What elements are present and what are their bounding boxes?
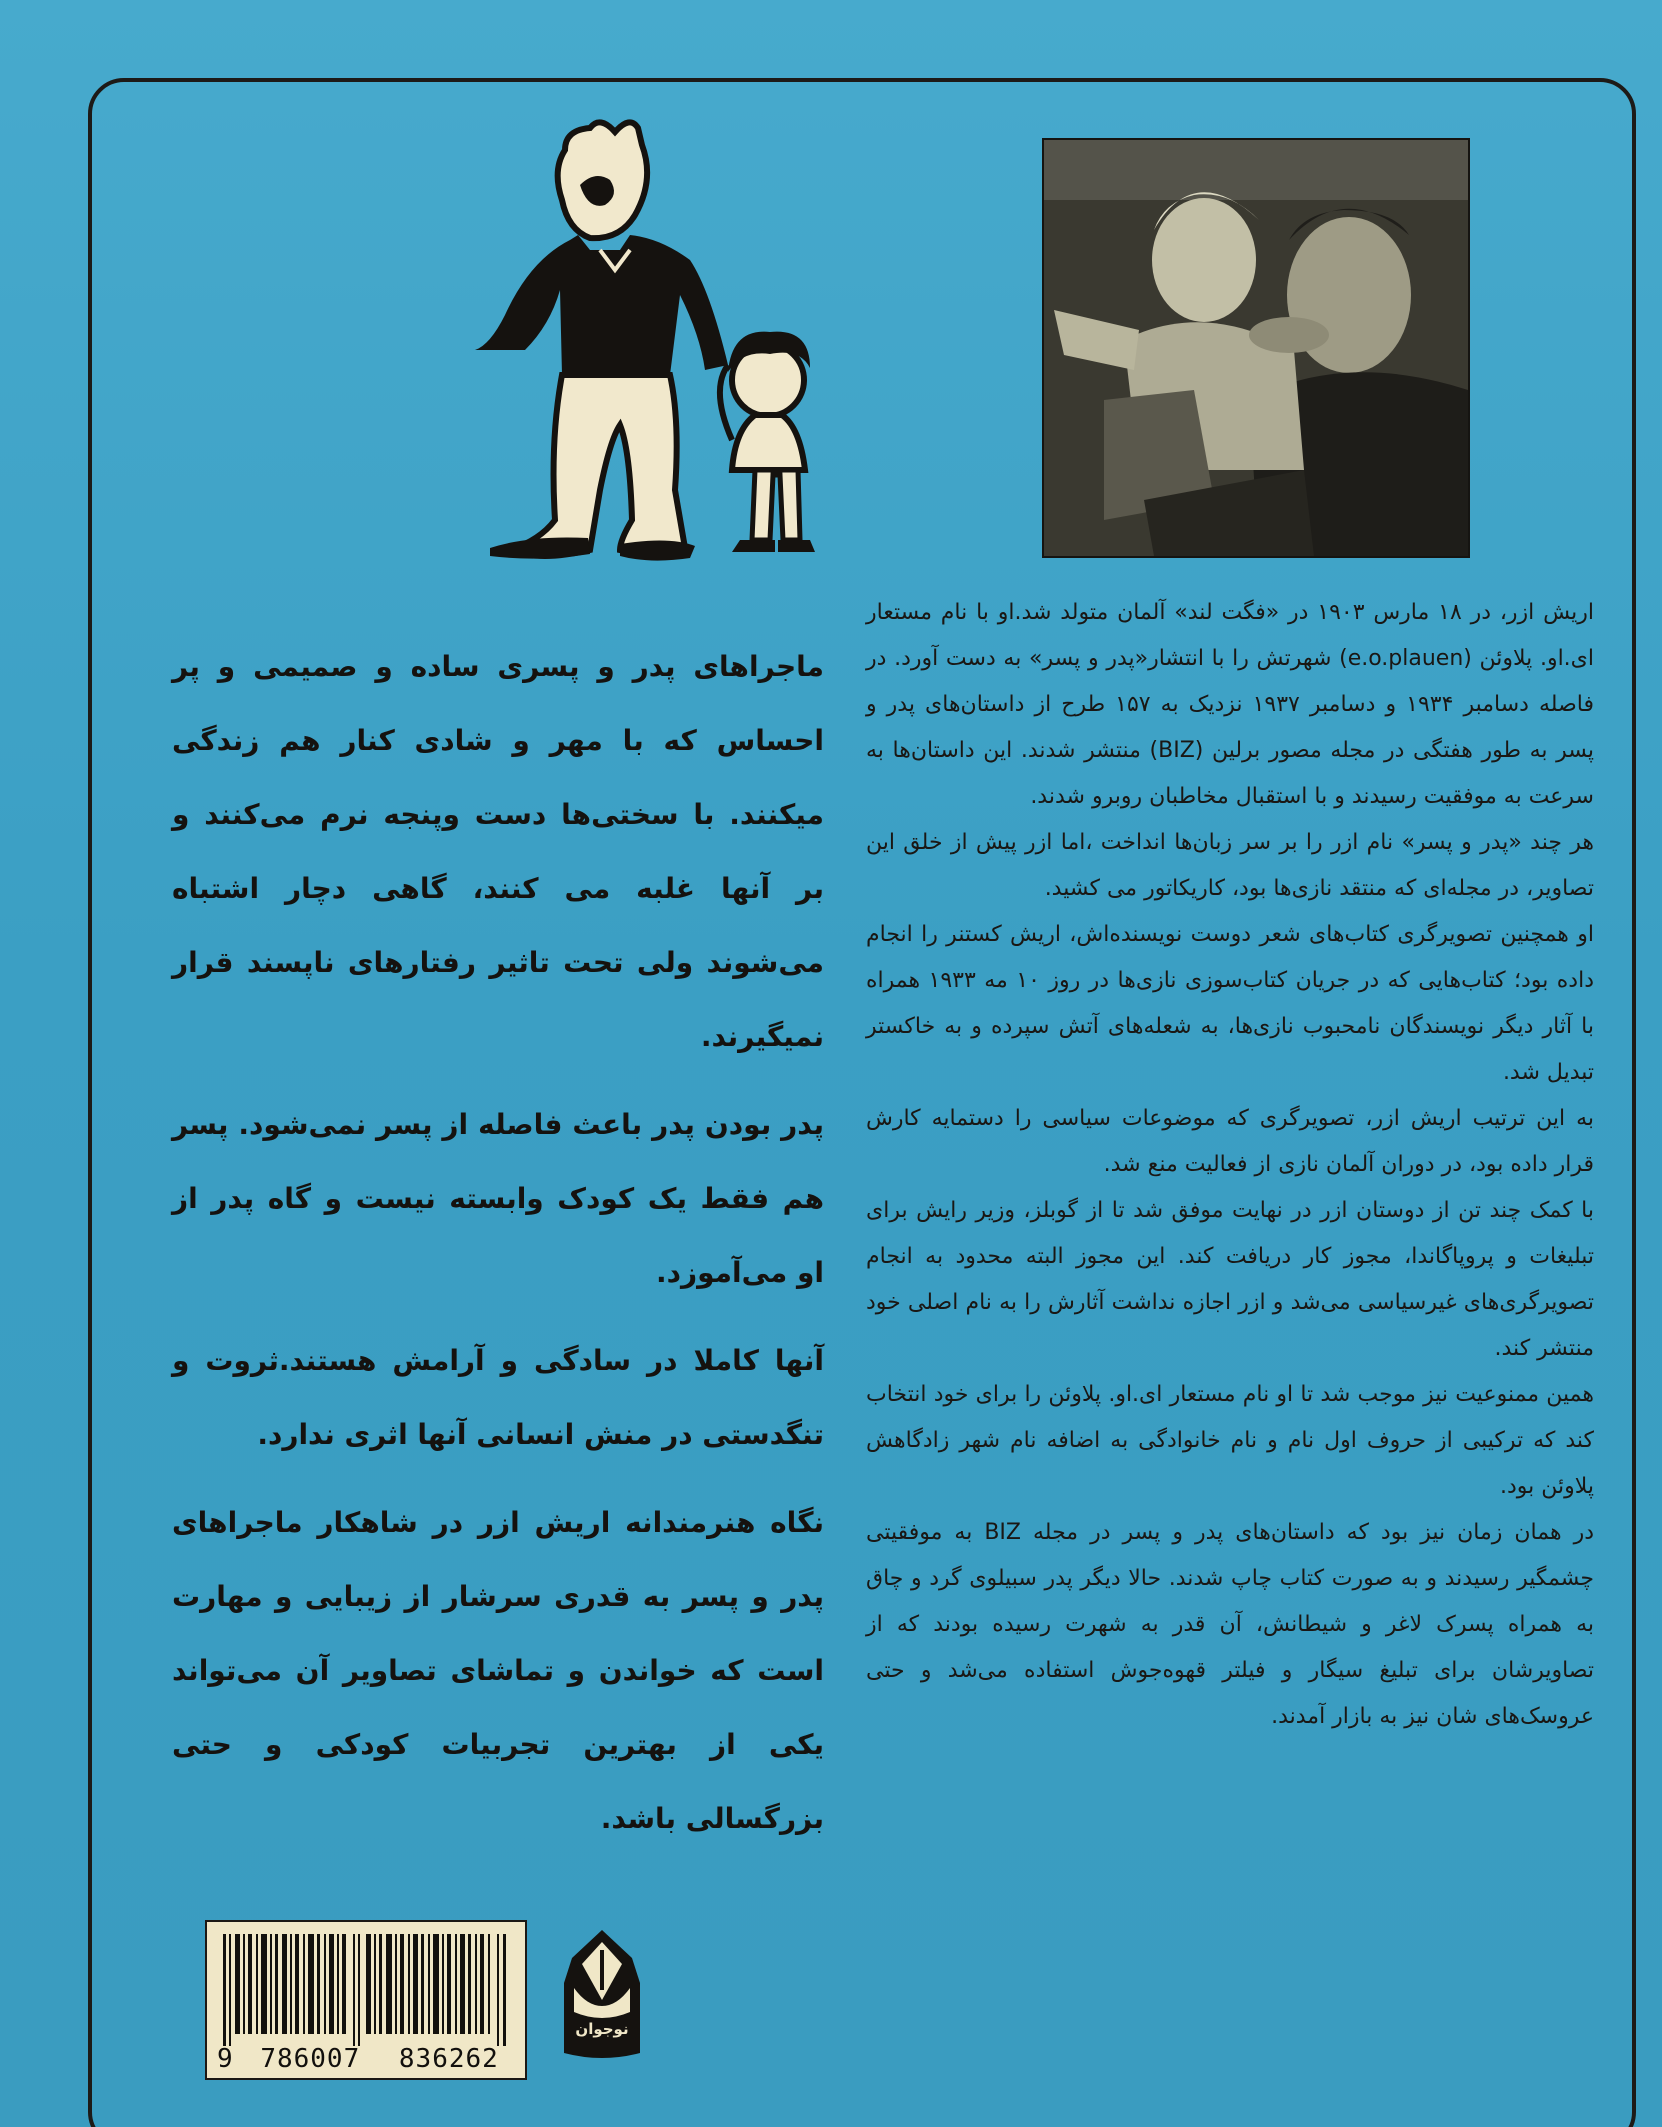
isbn-first-digit: 9 [217, 2044, 234, 2074]
bio-paragraph: به این ترتیب اریش ازر، تصویرگری که موضوعات سیاسی را دستمایه کارش قرار داده بود، در دوران آلمان نازی از فعالیت منع شد. [866, 1106, 1594, 1177]
isbn-barcode [205, 1920, 527, 2080]
book-blurb [172, 630, 824, 1870]
bio-paragraph: با کمک چند تن از دوستان ازر در نهایت موفق شد تا از گوبلز، وزیر رایش برای تبلیغات و پروپاگاندا، مجوز کار دریافت کند. این مجوز البته محدود به انجام تصویرگری‌های غیرسیاسی می‌شد و ازر اجازه نداشت آثارش را به نام اصلی خود منتشر کند. [866, 1198, 1594, 1361]
isbn-digits [217, 2044, 517, 2074]
isbn-group-two: 836262 [398, 2044, 499, 2074]
blurb-paragraph: پدر بودن پدر باعث فاصله از پسر نمی‌شود. پسر هم فقط یک کودک وابسته نیست و گاه پدر از او می‌آموزد. [172, 1108, 824, 1289]
bio-paragraph: در همان زمان نیز بود که داستان‌های پدر و پسر در مجله BIZ به موفقیتی چشمگیر رسیدند و به صورت کتاب چاپ شدند. حالا دیگر پدر سبیلوی گرد و چاق به همراه پسرک لاغر و شیطانش، آن قدر به شهرت رسیده بودند که از تصاویرشان برای تبلیغ سیگار و فیلتر قهوه‌جوش استفاده می‌شد و حتی عروسک‌های شان نیز به بازار آمدند. [866, 1520, 1594, 1729]
publisher-name: نوجوان [575, 2020, 629, 2038]
barcode-bars [221, 1934, 511, 2046]
bio-paragraph: اریش ازر، در ۱۸ مارس ۱۹۰۳ در «فگت لند» آلمان متولد شد.او با نام مستعار ای.او. پلاوئن (e.o.plauen) شهرتش را با انتشار«پدر و پسر» به دست آورد. در فاصله دسامبر ۱۹۳۴ و دسامبر ۱۹۳۷ نزدیک به ۱۵۷ طرح از داستان‌های پدر و پسر به طور هفتگی در مجله مصور برلین (BIZ) منتشر شدند. این داستان‌ها به سرعت به موفقیت رسیدند و با استقبال مخاطبان روبرو شدند. [866, 600, 1595, 809]
blurb-paragraph: نگاه هنرمندانه اریش ازر در شاهکار ماجراهای پدر و پسر به قدری سرشار از زیبایی و مهارت است که خواندن و تماشای تصاویر آن می‌تواند یکی از بهترین تجربیات کودکی و حتی بزرگسالی باشد. [172, 1506, 824, 1835]
bio-paragraph: هر چند «پدر و پسر» نام ازر را بر سر زبان‌ها انداخت ،اما ازر پیش از خلق این تصاویر، در مجله‌ای که منتقد نازی‌ها بود، کاریکاتور می کشید. [866, 830, 1594, 901]
publisher-pen-logo-icon [562, 1928, 642, 2063]
author-photo [1042, 138, 1470, 558]
bio-paragraph: همین ممنوعیت نیز موجب شد تا او نام مستعار ای.او. پلاوئن را برای خود انتخاب کند که ترکیبی از حروف اول نام و نام خانوادگی به اضافه نام شهر زادگاهش پلاوئن بود. [866, 1382, 1594, 1499]
author-with-child-photo [1044, 140, 1468, 556]
blurb-paragraph: آنها کاملا در سادگی و آرامش هستند.ثروت و تنگدستی در منش انسانی آنها اثری ندارد. [172, 1344, 824, 1451]
isbn-group-one: 786007 [260, 2044, 361, 2074]
bio-paragraph: او همچنین تصویرگری کتاب‌های شعر دوست نویسنده‌اش، اریش کستنر را انجام داده بود؛ کتاب‌هایی که در جریان کتاب‌سوزی نازی‌ها در روز ۱۰ مه ۱۹۳۳ همراه با آثار دیگر نویسندگان نامحبوب نازی‌ها، به شعله‌های آتش سپرده و به خاکستر تبدیل شد. [866, 922, 1594, 1085]
blurb-paragraph: ماجراهای پدر و پسری ساده و صمیمی و پر احساس که با مهر و شادی کنار هم زندگی میکنند. با سختی‌ها دست وپنجه نرم می‌کنند و بر آنها غلبه می کنند، گاهی دچار اشتباه می‌شوند ولی تحت تاثیر رفتارهای ناپسند قرار نمیگیرند. [172, 650, 824, 1053]
father-and-son-cartoon-icon [470, 110, 850, 600]
author-biography [866, 590, 1594, 1740]
publisher-logo [562, 1928, 642, 2063]
